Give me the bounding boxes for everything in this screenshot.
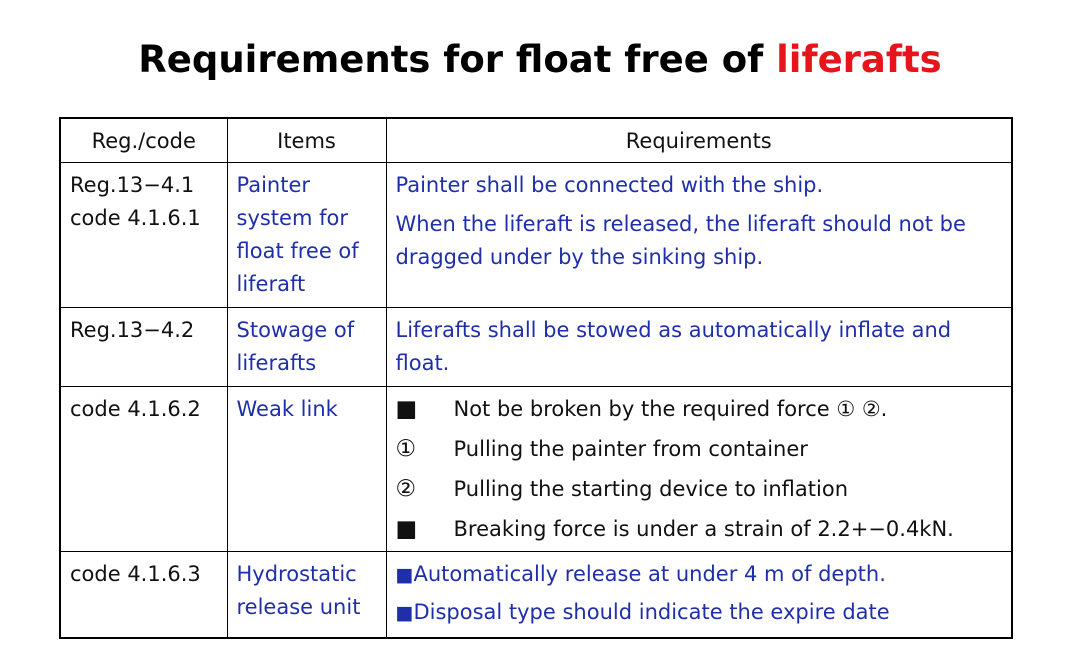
row-code: code 4.1.6.2: [70, 397, 201, 421]
row-code-cell: [60, 308, 227, 387]
bullet-text: Pulling the painter from container: [453, 437, 808, 461]
requirement-text: When the liferaft is released, the liferaft should not be dragged under by the sinking ship.: [395, 212, 966, 269]
row-item: Weak link: [227, 387, 386, 552]
bullet-item: [396, 429, 1003, 469]
row-requirements-cell: [386, 308, 1012, 387]
requirement-text: Liferafts shall be stowed as automatically inflate and float.: [395, 318, 952, 375]
bullet-text: Automatically release at under 4 m of depth.: [413, 562, 886, 586]
square-bullet-icon: ■: [395, 516, 418, 542]
bullet-item: [396, 593, 1003, 631]
page-title: [0, 36, 1080, 84]
header-reg-code: Reg./code: [60, 118, 227, 163]
table-header-row: [60, 118, 1012, 163]
bullet-text: Breaking force is under a strain of 2.2+−0.4kN.: [453, 517, 954, 541]
title-accent: liferafts: [776, 38, 942, 81]
table-row: [60, 163, 1012, 308]
table-row: [60, 387, 1012, 552]
row-item: Hydrostatic release unit: [227, 552, 386, 639]
title-main: Requirements for float free of: [138, 38, 777, 81]
bullet-item: [396, 389, 1003, 429]
circled-two-icon: ②: [395, 476, 417, 502]
bullet-text: Pulling the starting device to inflation: [453, 477, 848, 501]
table-row: [60, 308, 1012, 387]
row-requirements-cell: [386, 387, 1012, 552]
square-bullet-icon: ■: [395, 396, 418, 422]
square-bullet-icon: ■: [395, 602, 414, 624]
requirements-table: [59, 117, 1013, 639]
row-item: Painter system for float free of liferaft: [227, 163, 386, 308]
square-bullet-icon: ■: [395, 564, 414, 586]
row-code-cell: [60, 387, 227, 552]
row-code: code 4.1.6.3: [70, 562, 201, 586]
bullet-item: [396, 469, 1003, 509]
row-code-cell: [60, 552, 227, 639]
table-row: [60, 552, 1012, 639]
bullet-item: [396, 509, 1003, 549]
row-requirements-cell: [386, 163, 1012, 308]
bullet-text: Not be broken by the required force ① ②.: [453, 397, 888, 421]
header-items: Items: [227, 118, 386, 163]
row-item: Stowage of liferafts: [227, 308, 386, 387]
requirement-text: Painter shall be connected with the ship.: [395, 173, 824, 197]
row-requirements-cell: [386, 552, 1012, 639]
circled-one-icon: ①: [395, 436, 417, 462]
row-code: Reg.13−4.2: [70, 318, 195, 342]
row-code: Reg.13−4.1: [70, 173, 195, 197]
row-code-cell: [60, 163, 227, 308]
header-requirements: Requirements: [386, 118, 1012, 163]
row-code: code 4.1.6.1: [70, 206, 201, 230]
bullet-text: Disposal type should indicate the expire date: [413, 600, 890, 624]
bullet-item: [396, 555, 1003, 593]
